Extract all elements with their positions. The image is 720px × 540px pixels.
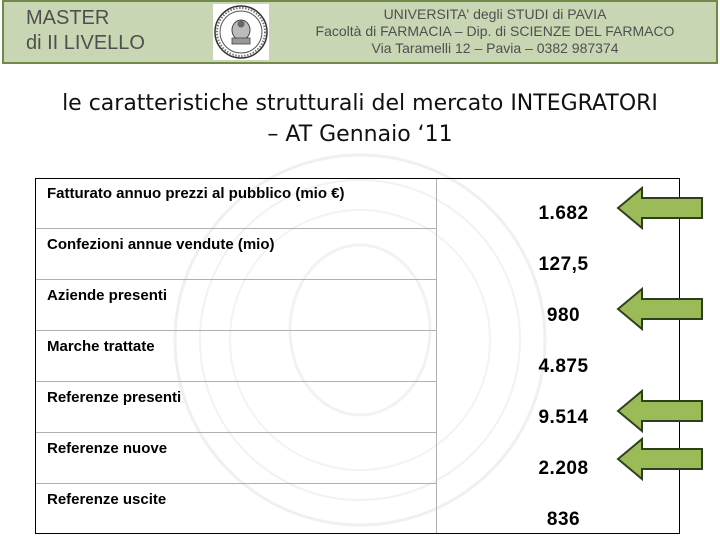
row-value: 980 [546, 305, 581, 326]
table-row [36, 383, 679, 434]
row-value: 4.875 [538, 356, 589, 377]
left-arrow-icon [616, 186, 712, 230]
title-line1: le caratteristiche strutturali del mercato INTEGRATORI [62, 91, 658, 116]
address: Via Taramelli 12 – Pavia – 0382 987374 [371, 40, 619, 56]
row-value: 9.514 [538, 407, 589, 428]
table-row [36, 281, 679, 332]
master-line1: MASTER [26, 7, 110, 29]
university-name: UNIVERSITA' degli STUDI di PAVIA [383, 6, 607, 22]
row-value: 2.208 [538, 458, 589, 479]
left-arrow-icon [616, 287, 712, 331]
row-label: Aziende presenti [36, 281, 436, 331]
row-label: Referenze nuove [36, 434, 436, 484]
left-arrow-icon [616, 389, 712, 433]
row-label: Referenze uscite [47, 491, 167, 508]
row-label: Fatturato annuo prezzi al pubblico (mio €) [36, 179, 436, 229]
left-arrow-icon [616, 437, 712, 481]
table-row [36, 332, 679, 383]
row-value: 1.682 [538, 203, 589, 224]
table-row [36, 485, 679, 536]
master-line2: di II LIVELLO [26, 32, 145, 54]
university-info [280, 6, 710, 57]
table-row [36, 230, 679, 281]
row-label: Referenze presenti [36, 383, 436, 433]
university-seal-icon [213, 4, 269, 60]
row-value: 127,5 [538, 254, 589, 275]
slide-title [30, 88, 690, 150]
faculty-name: Facoltà di FARMACIA – Dip. di SCIENZE DEL FARMACO [315, 23, 675, 39]
row-label: Marche trattate [36, 332, 436, 382]
table-row [36, 434, 679, 485]
title-line2: – AT Gennaio ‘11 [267, 122, 453, 147]
row-value: 836 [546, 509, 581, 530]
row-label: Confezioni annue vendute (mio) [36, 230, 436, 280]
data-table [35, 178, 680, 534]
master-label [26, 6, 145, 56]
table-row [36, 179, 679, 230]
